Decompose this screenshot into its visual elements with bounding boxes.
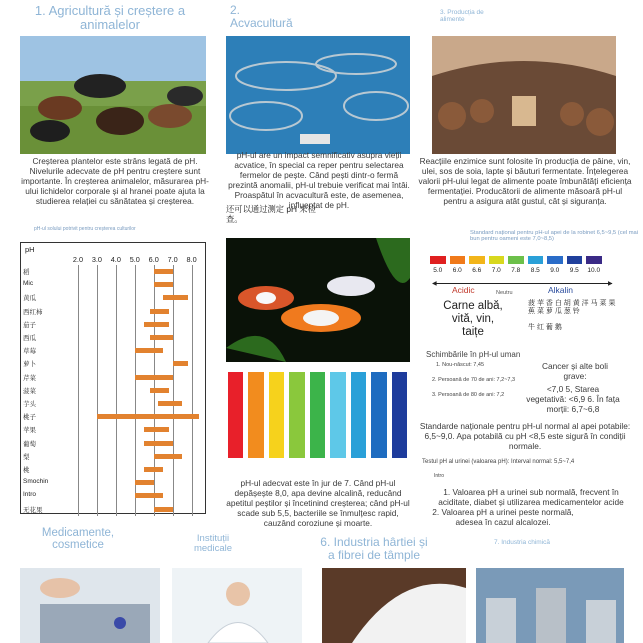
ph-scale-value: 6.0 xyxy=(452,267,462,274)
scale-arrow xyxy=(436,283,612,284)
doctor-photo xyxy=(172,568,302,643)
ph-scale-swatch xyxy=(567,256,583,264)
urine-note-1: 1. Valoarea pH a urinei sub normală, frecvent în aciditate, diabet și utilizarea medicamentelor acide xyxy=(438,487,624,507)
chart-category-label: 桃子 xyxy=(23,414,36,422)
ph-scale xyxy=(428,256,620,280)
ph-scale-swatch xyxy=(430,256,446,264)
ph-color-band xyxy=(269,372,284,458)
ph-scale-swatch xyxy=(528,256,544,264)
cattle-photo xyxy=(20,36,206,154)
chart-bar xyxy=(144,467,163,472)
chart-category-label: 黄瓜 xyxy=(23,295,36,303)
chart-bar xyxy=(144,427,169,432)
paper-roll-photo xyxy=(322,568,466,643)
chart-bar xyxy=(163,295,188,300)
food-caption: Reacțiile enzimice sunt folosite în producția de pâine, vin, ulei, sos de soia, lapte și băuturi fermentate. Înțelegerea valorii pH-ului legat de alimente poate îmbunătăți eficiența fermentației. Producătorii de alimente măsoară pH-ul pentru a asigura atât gustul, cât și siguranța. xyxy=(418,156,632,206)
chart-axis-label: pH xyxy=(25,245,35,254)
acidic-label: Acidic xyxy=(452,285,475,295)
chart-tick-label: 2.0 xyxy=(72,255,84,264)
chart-category-label: Intro xyxy=(23,491,37,499)
meat-label: Carne albă, vită, vin, taițe xyxy=(443,300,503,339)
section-title-chemical: 7. Industria chimică xyxy=(494,539,550,546)
tap-water-standard: Standard național pentru pH-ul apei de la robinet 6,5~9,5 (cel mai bun pentru oameni este 7,0~8,5) xyxy=(470,230,639,242)
chart-tick-label: 5.0 xyxy=(129,255,140,264)
ph-color-band xyxy=(228,372,243,458)
chart-tick-label: 7.0 xyxy=(167,255,178,264)
chart-bar xyxy=(173,361,188,366)
chart-bar xyxy=(154,269,173,274)
chart-gridline xyxy=(192,265,193,516)
ph-scale-swatch xyxy=(450,256,466,264)
neutral-label: Neutru xyxy=(496,290,513,296)
agriculture-caption: Creșterea plantelor este strâns legată de pH. Nivelurile adecvate de pH pentru creștere sunt importante. În creșterea animalelor, măsurarea pH-ului lichidelor corporale și al hranei poate ajuta la studierea relației cu sănătatea și creșterea. xyxy=(21,156,209,206)
ph-color-band xyxy=(392,372,407,458)
cancer-title: Cancer și alte boli grave: xyxy=(542,361,608,381)
ph-color-band xyxy=(289,372,304,458)
soil-ph-note: pH-ul solului potrivit pentru creșterea culturilor xyxy=(34,226,136,232)
section-title-medical-institutions: Instituții medicale xyxy=(193,533,233,554)
ph-scale-value: 10.0 xyxy=(587,267,601,274)
ph-color-band xyxy=(310,372,325,458)
drinking-water-standard: Standarde naționale pentru pH-ul normal al apei potabile: 6,5~9,0. Apa potabilă cu pH <8,5 este sigură în condiții normale. xyxy=(419,421,631,451)
crop-ph-chart xyxy=(20,242,206,514)
arrow-right: ▶ xyxy=(608,281,613,287)
koi-fish-photo xyxy=(226,238,410,362)
chart-gridline xyxy=(173,265,174,516)
fish-farm-photo xyxy=(226,36,410,154)
chart-category-label: 西红柿 xyxy=(23,308,43,316)
chart-category-label: 萝卜 xyxy=(23,361,36,369)
chemical-plant-photo xyxy=(476,568,624,643)
chart-category-label: 芹菜 xyxy=(23,374,36,382)
chart-category-label: Smochin xyxy=(23,478,49,486)
ph-scale-value: 7.8 xyxy=(511,267,521,274)
chart-gridline xyxy=(116,265,117,516)
chart-gridline xyxy=(97,265,98,516)
chart-category-label: 西瓜 xyxy=(23,335,36,342)
chart-category-label: 梨 xyxy=(23,453,30,461)
urine-test: Testul pH al urinei (valoarea pH): Interval normal: 5,5~7,4 xyxy=(422,459,575,465)
chart-gridline xyxy=(78,265,79,516)
milk-row: 牛 红 葡 鹅 xyxy=(528,324,562,331)
chart-category-label: 茄子 xyxy=(23,321,36,329)
chart-bar xyxy=(97,414,199,419)
ph-color-band xyxy=(371,372,386,458)
chart-tick-label: 3.0 xyxy=(91,255,102,264)
chart-category-label: 苹果 xyxy=(23,427,36,435)
chart-category-label: 桃 xyxy=(23,467,30,474)
ph-color-band xyxy=(351,372,366,458)
cancer-values: <7,0 5, Starea vegetativă: <6,9 6. În fața morții: 6,7~6,8 xyxy=(526,384,620,414)
section-title-paper: 6. Industria hârtiei și a fibrei de tâmple xyxy=(320,535,428,562)
chart-bar xyxy=(135,375,173,380)
ph-scale-swatch xyxy=(469,256,485,264)
chart-bar xyxy=(158,401,183,406)
section-title-food: 3. Producția de alimente xyxy=(440,9,484,23)
chart-category-label: Mic xyxy=(23,280,34,288)
chart-bar xyxy=(154,454,182,459)
section-title-medicine: Medicamente, cosmetice xyxy=(41,527,115,552)
chart-category-label: 芋头 xyxy=(23,401,36,408)
intro-label: Intro xyxy=(434,473,445,479)
chart-category-label: 稻 xyxy=(23,269,30,276)
chart-category-label: 葡萄 xyxy=(23,440,36,448)
chart-tick-label: 6.0 xyxy=(148,255,159,264)
ph-color-band xyxy=(330,372,345,458)
chart-tick-label: 8.0 xyxy=(186,255,197,264)
ph-scale-swatch xyxy=(586,256,602,264)
chart-tick-label: 4.0 xyxy=(110,255,121,264)
chart-gridline xyxy=(135,265,136,516)
aquaculture-note: 还可以通过测定 pH 来检查。 xyxy=(226,204,316,224)
chart-category-label: 菠菜 xyxy=(23,387,36,395)
human-ph-change-3: 3. Persoană de 80 de ani: 7,2 xyxy=(432,392,505,398)
ph-color-band xyxy=(248,372,263,458)
chart-bar xyxy=(150,388,169,393)
ph-scale-value: 9.5 xyxy=(569,267,579,274)
ph-color-bands xyxy=(226,372,410,458)
ph-scale-value: 7.0 xyxy=(491,267,501,274)
chart-category-label: 草莓 xyxy=(23,348,36,356)
chart-bar xyxy=(135,480,154,485)
ph-scale-value: 8.5 xyxy=(530,267,540,274)
section-title-agriculture: 1. Agricultură și creștere a animalelor xyxy=(34,3,186,32)
chart-bar xyxy=(144,441,172,446)
ph-scale-value: 9.0 xyxy=(550,267,560,274)
human-ph-changes-title: Schimbările în pH-ul uman xyxy=(426,350,521,359)
fish-ph-caption: pH-ul adecvat este în jur de 7. Când pH-ul depășește 8,0, apa devine alcalină, reducând apetitul peștilor și încetinind creșterea; când pH-ul scade sub 5,5, bacteriile se înmulțesc rapid, cauzând coroziune și moarte. xyxy=(226,478,410,528)
alkaline-label: Alkalin xyxy=(548,285,574,295)
ph-scale-swatch xyxy=(547,256,563,264)
ph-scale-swatch xyxy=(508,256,524,264)
arrow-left: ◀ xyxy=(432,281,437,287)
chart-bar xyxy=(150,309,169,314)
chart-bar xyxy=(135,493,163,498)
wine-cellar-photo xyxy=(432,36,616,154)
aquaculture-caption: pH-ul are un impact semnificativ asupra vieții acvatice, în special ca reper pentru selectarea fermelor de pește. Când pești dintr-o fermă prezintă anomalii, pH-ul trebuie verificat mai întâi. Proaspătul în acvacultură este, de asemenea, influențat de pH. xyxy=(228,150,410,210)
ph-scale-value: 6.6 xyxy=(472,267,482,274)
chart-bar xyxy=(154,507,173,512)
section-title-aquaculture: 2. Acvacultură xyxy=(230,3,293,30)
human-ph-change-2: 2. Persoană de 70 de ani: 7,2~7,3 xyxy=(432,377,516,383)
vegetable-row: 菠 苹 香 白 胡 黄 洋 马 菜 果 蕉 菜 萝 瓜 葱 铃 xyxy=(528,300,616,316)
urine-note-2: 2. Valoarea pH a urinei peste normală, adesea în cazul alcalozei. xyxy=(432,507,574,527)
human-ph-change-1: 1. Nou-născut: 7,45 xyxy=(436,362,485,368)
lab-tray-photo xyxy=(20,568,160,643)
ph-scale-swatch xyxy=(489,256,505,264)
chart-bar xyxy=(154,282,173,287)
chart-bar xyxy=(150,335,173,340)
ph-scale-value: 5.0 xyxy=(433,267,443,274)
chart-bar xyxy=(135,348,163,353)
chart-bar xyxy=(144,322,169,327)
chart-category-label: 无花果 xyxy=(23,506,43,514)
